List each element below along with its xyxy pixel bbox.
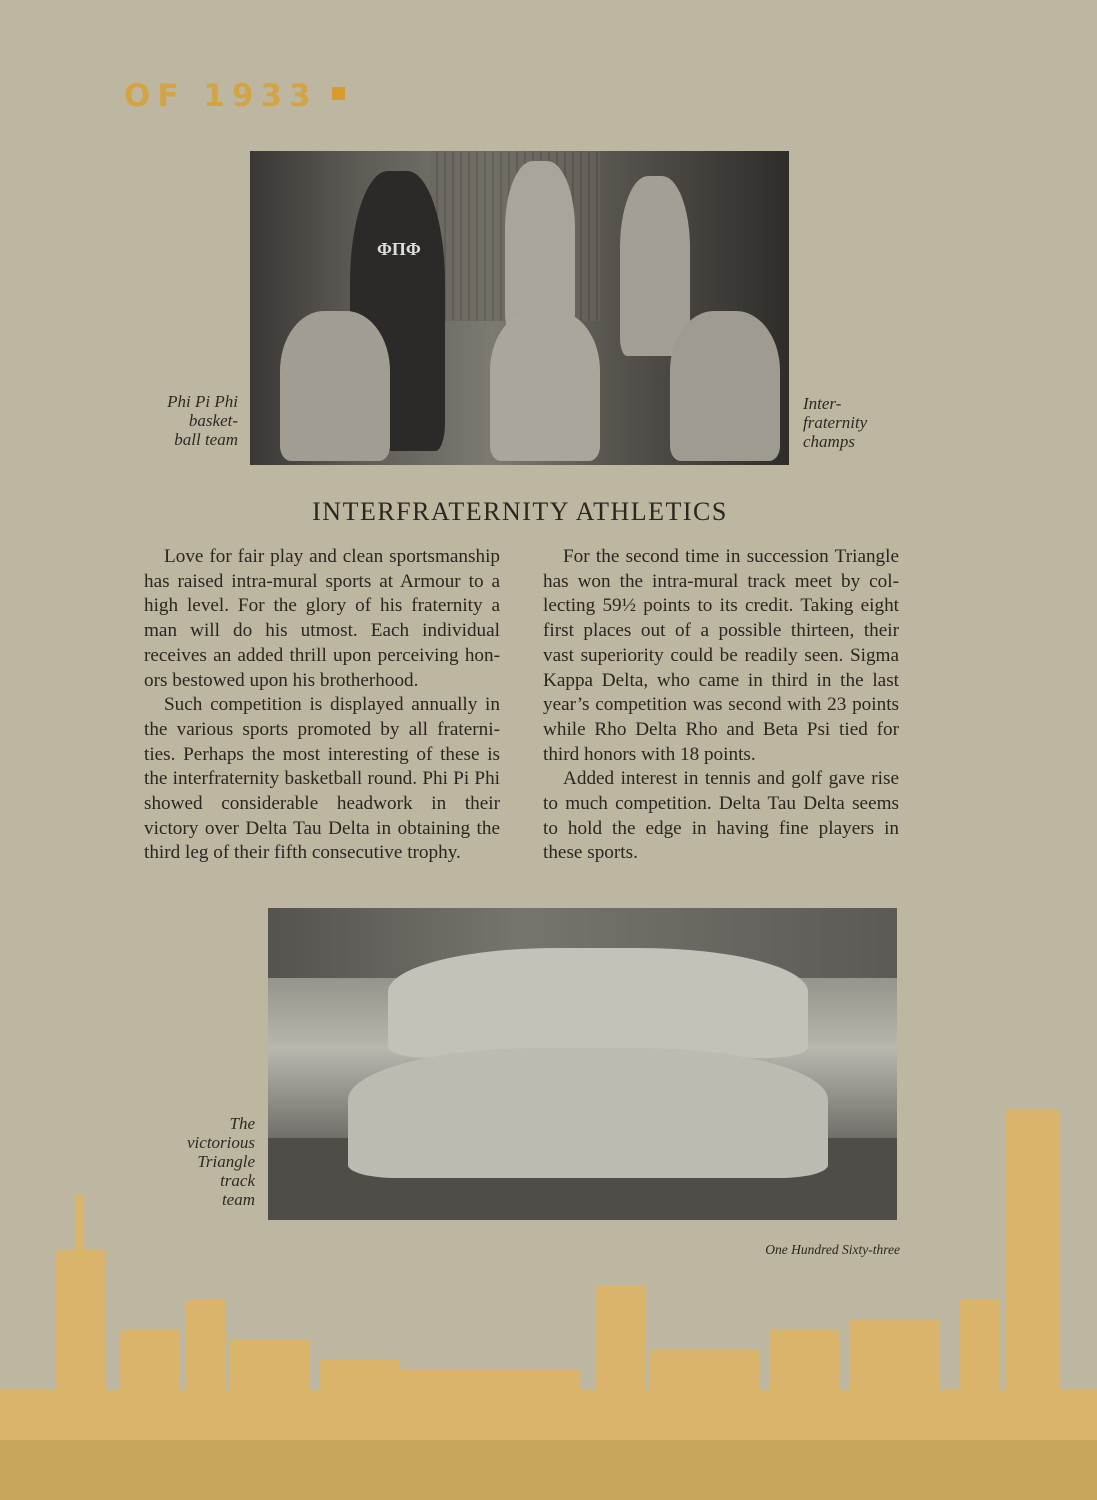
caption-line: fraternity bbox=[803, 413, 868, 432]
square-ornament-icon bbox=[332, 87, 345, 100]
page-number: One Hundred Sixty-three bbox=[765, 1242, 900, 1257]
paragraph: Added interest in tennis and golf gave rise to much competition. Delta Tau Delta seems to hold the edge in having fine players in these sports. bbox=[543, 768, 899, 864]
caption-line: track bbox=[220, 1171, 255, 1190]
caption-line: team bbox=[221, 1190, 255, 1209]
caption-line: Phi Pi Phi bbox=[167, 392, 238, 411]
basketball-caption-left bbox=[140, 392, 238, 449]
header-text: OF 1933 bbox=[124, 78, 318, 114]
paragraph: For the second time in succession Triangle has won the intra-mural track meet by col-lecting 59½ points to its credit. Taking eight first places out of a possible thirteen, their vast superiority could be readily seen. Sigma Kappa Delta, who came in third in the last year’s competition was second with 23 points while Rho Delta Rho and Beta Psi tied for third honors with 18 points. bbox=[543, 546, 899, 765]
basketball-caption-right bbox=[803, 394, 903, 451]
caption-line: Inter- bbox=[803, 394, 842, 413]
basketball-team-photo bbox=[250, 151, 789, 465]
caption-line: ball team bbox=[174, 430, 238, 449]
caption-line: champs bbox=[803, 432, 855, 451]
caption-line: victorious bbox=[187, 1133, 255, 1152]
page-header bbox=[124, 78, 345, 114]
skyline-decoration bbox=[0, 1100, 1097, 1500]
article-column-right bbox=[543, 545, 899, 866]
caption-line: The bbox=[229, 1114, 255, 1133]
caption-line: basket- bbox=[188, 411, 238, 430]
caption-line: Triangle bbox=[197, 1152, 255, 1171]
paragraph: Such competition is displayed annually in the various sports promoted by all fraterni-ties. Perhaps the most interesting of these is the interfraternity basketball round. Phi Pi Phi showed considerable headwork in their victory over Delta Tau Delta in obtaining the third leg of their fifth consecutive trophy. bbox=[144, 694, 500, 864]
jersey-letters: ΦΠΦ bbox=[377, 239, 421, 259]
paragraph: Love for fair play and clean sportsmanship has raised intra-mural sports at Armour to a high level. For the glory of his fraternity a man will do his utmost. Each individual receives an added thrill upon perceiving hon-ors bestowed upon his brotherhood. bbox=[144, 546, 500, 691]
article-title: INTERFRATERNITY ATHLETICS bbox=[312, 497, 728, 526]
article-column-left bbox=[144, 545, 500, 866]
